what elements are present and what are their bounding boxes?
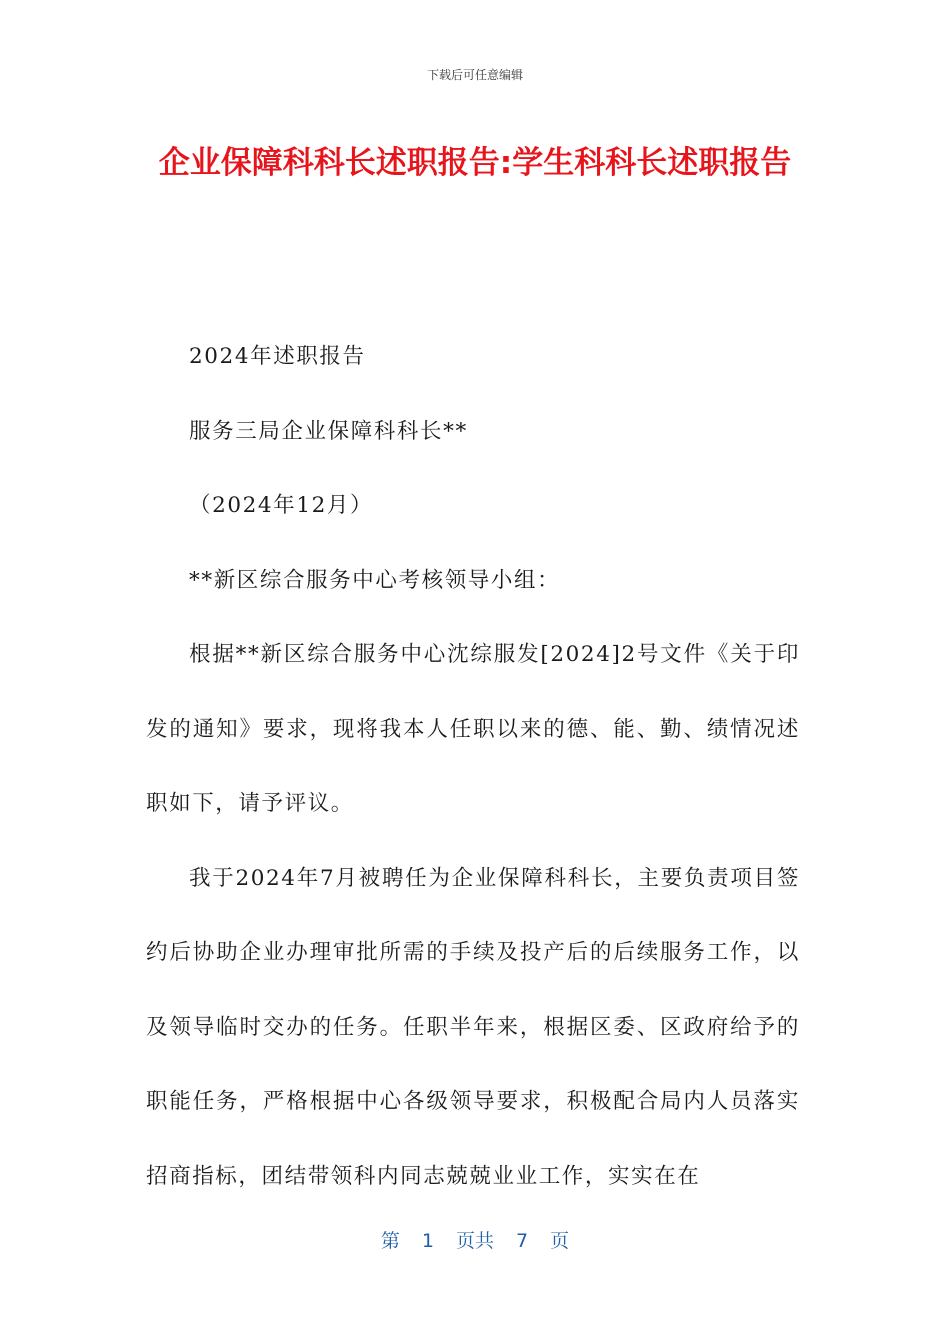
page-middle: 页共 bbox=[455, 1230, 494, 1252]
paragraph-date: （2024年12月） bbox=[189, 493, 374, 518]
page-total: 7 bbox=[516, 1230, 529, 1252]
document-title: 企业保障科科长述职报告:学生科科长述职报告 bbox=[158, 145, 792, 181]
paragraph-author: 服务三局企业保障科科长** bbox=[189, 418, 468, 444]
page-prefix: 第 bbox=[380, 1230, 400, 1252]
page-suffix: 页 bbox=[550, 1230, 570, 1252]
document-body bbox=[146, 320, 800, 1214]
paragraph-duties: 我于2024年7月被聘任为企业保障科科长，主要负责项目签约后协助企业办理审批所需的手续及投产后的后续服务工作，以及领导临时交办的任务。任职半年来，根据区委、区政府给予的职能任务，严格根据中心各级领导要求，积极配合局内人员落实招商指标，团结带领科内同志兢兢业业工作，实实在在 bbox=[146, 865, 800, 1189]
page-footer bbox=[0, 1226, 950, 1253]
paragraph-salutation: **新区综合服务中心考核领导小组： bbox=[189, 567, 561, 593]
paragraph-intro: 根据**新区综合服务中心沈综服发[2024]2号文件《关于印发的通知》要求，现将我本人任职以来的德、能、勤、绩情况述职如下，请予评议。 bbox=[146, 642, 800, 816]
page-current: 1 bbox=[421, 1230, 434, 1252]
header-note: 下载后可任意编辑 bbox=[426, 68, 523, 82]
paragraph-report-year: 2024年述职报告 bbox=[189, 344, 366, 369]
